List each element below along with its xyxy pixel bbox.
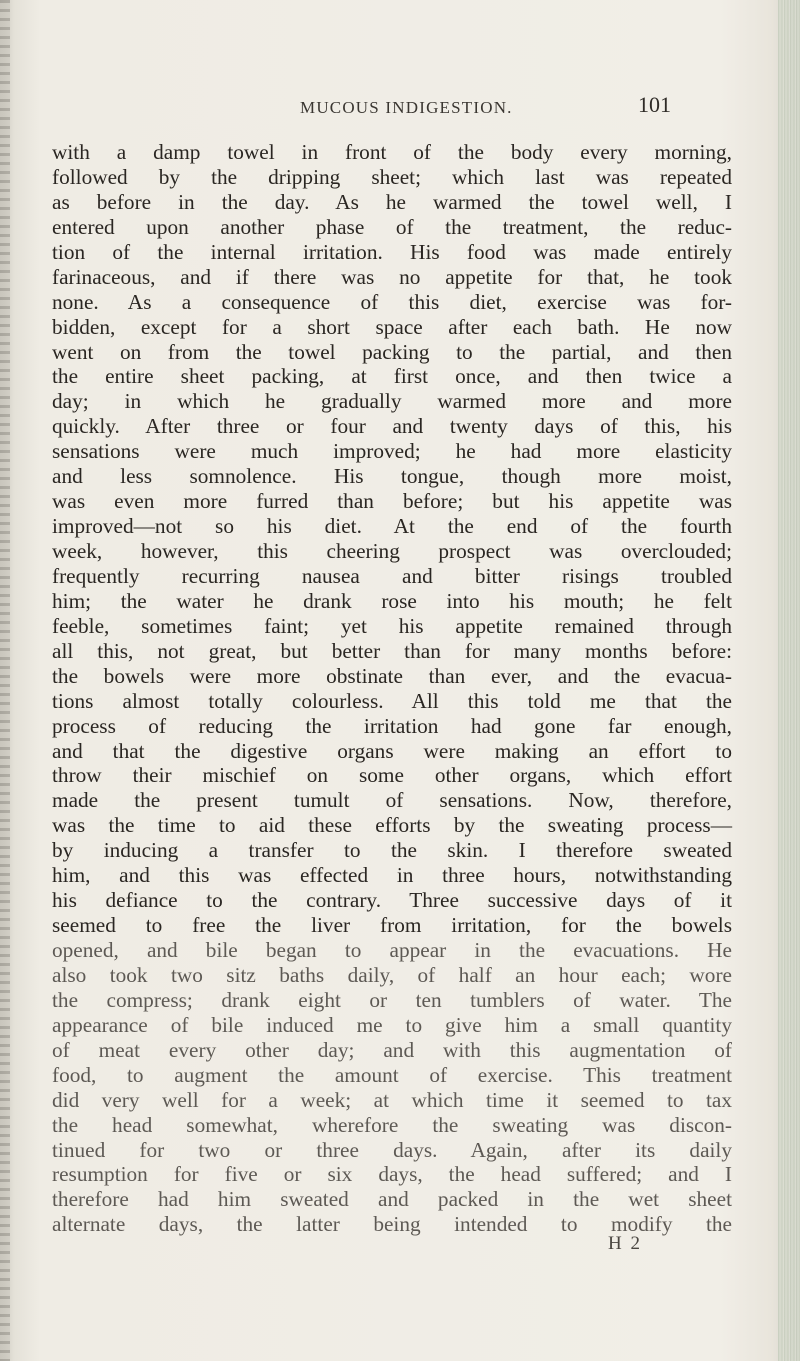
text-line: entered upon another phase of the treatment, the reduc- <box>52 214 732 239</box>
page-header <box>0 92 800 122</box>
text-line: was the time to aid these efforts by the sweating process— <box>52 813 732 838</box>
text-line: appearance of bile induced me to give him a small quantity <box>52 1012 732 1037</box>
text-line: frequently recurring nausea and bitter risings troubled <box>52 563 732 588</box>
text-line: therefore had him sweated and packed in the wet sheet <box>52 1187 732 1212</box>
text-line: as before in the day. As he warmed the towel well, I <box>52 189 732 214</box>
text-line: none. As a consequence of this diet, exercise was for- <box>52 289 732 314</box>
text-line: the entire sheet packing, at first once, and then twice a <box>52 364 732 389</box>
page-edge <box>778 0 800 1361</box>
text-line: and that the digestive organs were making an effort to <box>52 738 732 763</box>
text-line: was even more furred than before; but his appetite was <box>52 489 732 514</box>
text-line: resumption for five or six days, the head suffered; and I <box>52 1162 732 1187</box>
text-line: of meat every other day; and with this augmentation of <box>52 1037 732 1062</box>
text-line: him, and this was effected in three hours, notwithstanding <box>52 863 732 888</box>
text-line: followed by the dripping sheet; which last was repeated <box>52 164 732 189</box>
text-line: week, however, this cheering prospect was overclouded; <box>52 539 732 563</box>
signature-mark: H 2 <box>608 1233 642 1254</box>
text-line: bidden, except for a short space after each bath. He now <box>52 314 732 339</box>
text-line: went on from the towel packing to the partial, and then <box>52 339 732 364</box>
text-line: alternate days, the latter being intended to modify the <box>52 1212 732 1237</box>
text-line: all this, not great, but better than for many months before: <box>52 638 732 663</box>
text-line: process of reducing the irritation had gone far enough, <box>52 713 732 738</box>
text-line: food, to augment the amount of exercise. This treatment <box>52 1062 732 1087</box>
text-line: farinaceous, and if there was no appetite for that, he took <box>52 264 732 289</box>
text-line: his defiance to the contrary. Three successive days of it <box>52 888 732 913</box>
text-line: opened, and bile began to appear in the evacuations. He <box>52 938 732 962</box>
text-line: feeble, sometimes faint; yet his appetite remained through <box>52 613 732 638</box>
text-line: also took two sitz baths daily, of half an hour each; wore <box>52 962 732 987</box>
text-line: improved—not so his diet. At the end of the fourth <box>52 514 732 539</box>
text-line: by inducing a transfer to the skin. I therefore sweated <box>52 838 732 863</box>
text-line: and less somnolence. His tongue, though more moist, <box>52 464 732 489</box>
text-line: tinued for two or three days. Again, after its daily <box>52 1137 732 1162</box>
text-line: quickly. After three or four and twenty days of this, his <box>52 414 732 439</box>
page-number: 101 <box>638 92 671 117</box>
text-line: him; the water he drank rose into his mouth; he felt <box>52 588 732 613</box>
running-head: MUCOUS INDIGESTION. <box>300 98 513 117</box>
text-line: sensations were much improved; he had more elasticity <box>52 439 732 464</box>
text-line: with a damp towel in front of the body every morning, <box>52 140 732 164</box>
text-line: the bowels were more obstinate than ever, and the evacua- <box>52 663 732 688</box>
text-line: day; in which he gradually warmed more and more <box>52 389 732 414</box>
body-text <box>52 140 732 1237</box>
text-line: made the present tumult of sensations. Now, therefore, <box>52 788 732 813</box>
text-line: the compress; drank eight or ten tumblers of water. The <box>52 987 732 1012</box>
text-line: seemed to free the liver from irritation, for the bowels <box>52 913 732 938</box>
text-line: throw their mischief on some other organs, which effort <box>52 763 732 788</box>
text-line: the head somewhat, wherefore the sweating was discon- <box>52 1112 732 1137</box>
text-line: tion of the internal irritation. His food was made entirely <box>52 239 732 264</box>
text-line: tions almost totally colourless. All this told me that the <box>52 688 732 713</box>
text-line: did very well for a week; at which time it seemed to tax <box>52 1087 732 1112</box>
binding-edge <box>0 0 10 1361</box>
